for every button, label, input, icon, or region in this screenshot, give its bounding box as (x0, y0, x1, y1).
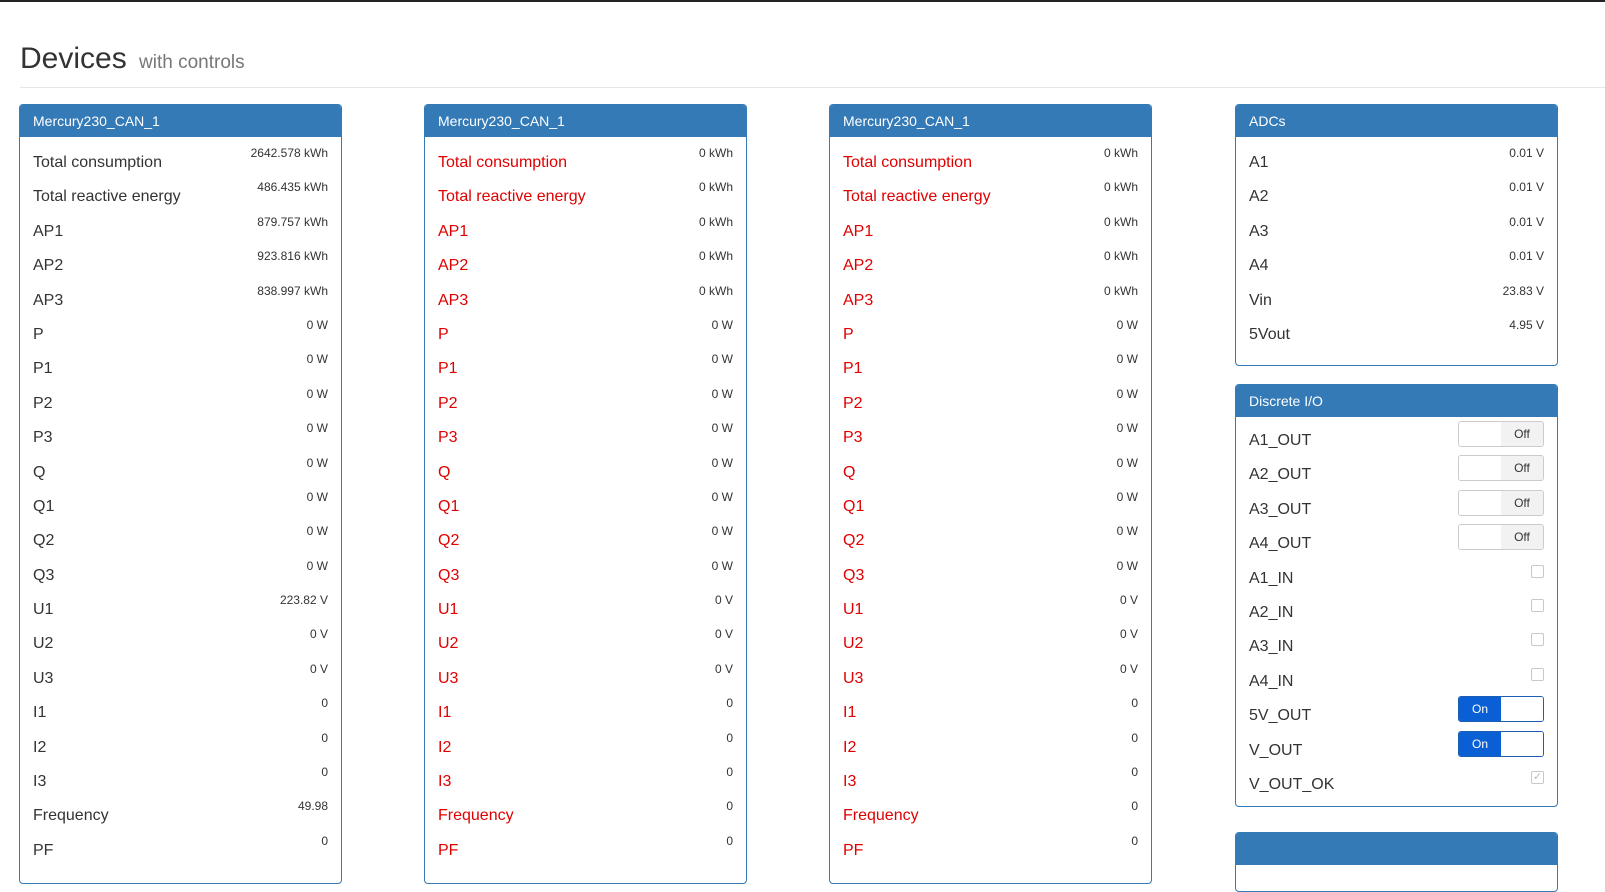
device-panel-1 (19, 104, 342, 884)
discrete-name: 5V_OUT (1249, 707, 1312, 725)
control-value: 0 kWh (698, 146, 733, 160)
control-value: 0 kWh (1103, 180, 1138, 195)
page-title (20, 42, 245, 76)
control-row (843, 590, 1138, 624)
control-value: 0 W (711, 317, 733, 332)
control-value: 0 W (711, 352, 733, 367)
control-row (843, 212, 1138, 246)
control-name: U1 (438, 601, 459, 619)
adc-name: 5Vout (1249, 325, 1290, 343)
control-name: I3 (33, 773, 47, 791)
toggle-knob (1500, 697, 1543, 721)
control-value: 0 W (306, 386, 328, 401)
adc-row (1249, 281, 1544, 315)
control-name: P (33, 325, 44, 343)
control-name: AP3 (843, 291, 874, 309)
control-value: 923.816 kWh (257, 249, 328, 264)
control-name: Frequency (843, 807, 919, 825)
toggle-state-label: Off (1501, 422, 1543, 446)
control-name: P (438, 325, 449, 343)
control-value: 0 V (1119, 661, 1138, 676)
control-value: 0 W (711, 489, 733, 504)
control-value: 49.98 (297, 799, 328, 814)
discrete-name: A3_IN (1249, 638, 1294, 656)
control-name: P2 (438, 394, 458, 412)
control-row (438, 831, 733, 865)
control-row (33, 281, 328, 315)
control-value: 0 W (1116, 489, 1138, 504)
control-name: Total consumption (438, 154, 567, 171)
control-name: Q1 (438, 497, 460, 515)
control-name: P3 (438, 429, 458, 447)
control-value: 0 (321, 765, 328, 780)
control-row (843, 487, 1138, 521)
adc-name: A4 (1249, 257, 1269, 275)
discrete-name: A2_IN (1249, 603, 1294, 621)
control-row (438, 487, 733, 521)
control-value: 0 kWh (698, 180, 733, 195)
control-row (843, 349, 1138, 383)
page-title-text: Devices (20, 42, 127, 75)
adc-name: A3 (1249, 222, 1269, 240)
discrete-name: A4_OUT (1249, 535, 1312, 553)
control-row (843, 453, 1138, 487)
control-row (843, 315, 1138, 349)
control-value: 0 V (309, 627, 328, 642)
control-value: 486.435 kWh (257, 180, 328, 195)
control-row (438, 315, 733, 349)
adc-name: A1 (1249, 154, 1269, 171)
adcs-panel-body (1236, 137, 1557, 349)
control-name: Q2 (438, 532, 460, 550)
control-name: I2 (843, 738, 857, 756)
adc-value: 0.01 V (1509, 249, 1544, 264)
control-name: AP1 (33, 222, 64, 240)
control-name: Total reactive energy (843, 188, 991, 206)
control-value: 0 (1131, 799, 1138, 814)
control-value: 0 W (1116, 386, 1138, 401)
discrete-name: A1_IN (1249, 569, 1294, 587)
control-value: 0 W (711, 421, 733, 436)
control-value: 0 (726, 696, 733, 711)
toggle-switch[interactable] (1458, 696, 1544, 722)
control-name: P2 (33, 394, 53, 412)
control-name: I3 (843, 773, 857, 791)
control-row (438, 624, 733, 658)
control-row (843, 796, 1138, 830)
control-row (438, 796, 733, 830)
control-name: Q1 (33, 497, 55, 515)
control-value: 0 W (306, 455, 328, 470)
toggle-knob (1500, 732, 1543, 756)
adc-name: A2 (1249, 188, 1269, 206)
control-row (843, 418, 1138, 452)
control-value: 879.757 kWh (257, 214, 328, 229)
control-name: AP1 (843, 222, 874, 240)
control-name: P3 (33, 429, 53, 447)
control-name: U2 (438, 635, 459, 653)
control-value: 0 (1131, 696, 1138, 711)
control-name: Q (33, 463, 46, 481)
discrete-row (1249, 765, 1544, 799)
control-name: I2 (438, 738, 452, 756)
discrete-name: A3_OUT (1249, 500, 1312, 518)
control-name: AP3 (438, 291, 469, 309)
control-value: 0 (321, 696, 328, 711)
control-row (843, 177, 1138, 211)
discrete-name: A1_OUT (1249, 432, 1312, 449)
discrete-io-panel (1235, 384, 1558, 807)
discrete-name: V_OUT_OK (1249, 775, 1335, 793)
control-value: 0 W (711, 455, 733, 470)
control-row (438, 453, 733, 487)
control-name: AP2 (438, 257, 469, 275)
page-header (20, 42, 245, 76)
control-row (438, 418, 733, 452)
device-panel-title: Mercury230_CAN_1 (830, 105, 1151, 137)
control-name: I1 (438, 704, 452, 722)
control-name: P1 (843, 360, 863, 378)
next-panel-heading (1236, 833, 1557, 865)
control-row (438, 177, 733, 211)
control-row (33, 659, 328, 693)
control-value: 0 W (1116, 421, 1138, 436)
control-value: 0 kWh (1103, 249, 1138, 264)
control-row (33, 177, 328, 211)
control-name: AP3 (33, 291, 64, 309)
adc-value: 23.83 V (1502, 283, 1544, 298)
control-row (843, 624, 1138, 658)
control-value: 0 kWh (1103, 146, 1138, 160)
control-value: 0 W (711, 524, 733, 539)
control-value: 0 V (714, 627, 733, 642)
control-row (843, 728, 1138, 762)
control-value: 0 W (711, 386, 733, 401)
control-row (438, 212, 733, 246)
control-name: PF (438, 841, 459, 859)
control-row (438, 693, 733, 727)
adc-row (1249, 246, 1544, 280)
control-value: 0 W (306, 489, 328, 504)
control-row (843, 831, 1138, 865)
control-row (438, 762, 733, 796)
discrete-io-panel-title: Discrete I/O (1236, 385, 1557, 417)
adcs-panel (1235, 104, 1558, 366)
control-row (33, 624, 328, 658)
control-value: 0 V (1119, 627, 1138, 642)
device-panel-2 (424, 104, 747, 884)
toggle-state-label: On (1459, 697, 1501, 721)
toggle-state-label: Off (1501, 456, 1543, 480)
control-row (33, 556, 328, 590)
checkbox[interactable] (1531, 633, 1544, 646)
discrete-name: A2_OUT (1249, 466, 1312, 484)
control-value: 0 (321, 833, 328, 848)
control-name: Frequency (33, 807, 109, 825)
control-row (438, 590, 733, 624)
control-value: 0 (321, 730, 328, 745)
control-row (33, 453, 328, 487)
control-row (438, 659, 733, 693)
adc-value: 0.01 V (1509, 214, 1544, 229)
control-name: PF (843, 841, 864, 859)
control-name: P (843, 325, 854, 343)
control-name: U1 (843, 601, 864, 619)
control-name: PF (33, 841, 54, 859)
control-row (33, 487, 328, 521)
adc-value: 0.01 V (1509, 180, 1544, 195)
toggle-switch[interactable] (1458, 731, 1544, 757)
device-panel-title: Mercury230_CAN_1 (425, 105, 746, 137)
control-row (438, 281, 733, 315)
adc-row (1249, 143, 1544, 177)
control-row (33, 521, 328, 555)
control-name: P3 (843, 429, 863, 447)
control-value: 0 (726, 765, 733, 780)
discrete-row (1249, 627, 1544, 661)
control-row (843, 246, 1138, 280)
control-row (843, 521, 1138, 555)
adc-row (1249, 315, 1544, 349)
control-value: 0 kWh (698, 214, 733, 229)
discrete-row (1249, 731, 1544, 765)
control-value: 0 kWh (698, 249, 733, 264)
control-value: 0 W (306, 524, 328, 539)
control-row (33, 246, 328, 280)
discrete-row (1249, 421, 1544, 455)
control-name: Total consumption (843, 154, 972, 171)
control-row (33, 143, 328, 177)
control-row (843, 659, 1138, 693)
control-row (843, 281, 1138, 315)
toggle-knob (1459, 525, 1502, 549)
control-name: U3 (33, 669, 54, 687)
discrete-name: V_OUT (1249, 741, 1303, 759)
header-divider (20, 87, 1605, 88)
control-name: Total reactive energy (33, 188, 181, 206)
control-value: 2642.578 kWh (250, 146, 328, 160)
control-row (843, 693, 1138, 727)
control-value: 0 kWh (1103, 214, 1138, 229)
checkbox[interactable] (1531, 565, 1544, 578)
checkbox[interactable]: ✓ (1532, 770, 1543, 783)
control-value: 0 W (306, 558, 328, 573)
toggle-state-label: Off (1501, 491, 1543, 515)
control-name: AP1 (438, 222, 469, 240)
control-value: 0 W (306, 421, 328, 436)
toggle-state-label: On (1459, 732, 1501, 756)
adcs-panel-title: ADCs (1236, 105, 1557, 137)
control-value: 0 (1131, 765, 1138, 780)
control-value: 0 V (714, 661, 733, 676)
control-value: 0 V (1119, 593, 1138, 608)
control-row (33, 384, 328, 418)
control-name: Total reactive energy (438, 188, 586, 206)
discrete-name: A4_IN (1249, 672, 1294, 690)
control-row (33, 349, 328, 383)
control-row (33, 590, 328, 624)
control-name: Q2 (843, 532, 865, 550)
toggle-switch[interactable] (1458, 490, 1544, 516)
control-row (843, 384, 1138, 418)
control-row (33, 315, 328, 349)
control-name: U2 (33, 635, 54, 653)
toggle-knob (1459, 491, 1502, 515)
control-row (438, 349, 733, 383)
control-row (438, 521, 733, 555)
control-row (843, 556, 1138, 590)
control-name: Q1 (843, 497, 865, 515)
control-row (438, 384, 733, 418)
discrete-row (1249, 662, 1544, 696)
discrete-io-panel-body (1236, 417, 1557, 799)
control-value: 0 (1131, 730, 1138, 745)
control-name: I1 (843, 704, 857, 722)
control-value: 0 W (306, 352, 328, 367)
device-panel-title: Mercury230_CAN_1 (20, 105, 341, 137)
control-value: 0 V (309, 661, 328, 676)
control-value: 838.997 kWh (257, 283, 328, 298)
discrete-row (1249, 696, 1544, 730)
control-name: P1 (438, 360, 458, 378)
control-name: Q (843, 463, 856, 481)
control-value: 0 (726, 799, 733, 814)
control-value: 0 W (711, 558, 733, 573)
control-row (33, 212, 328, 246)
control-name: I3 (438, 773, 452, 791)
adc-value: 0.01 V (1509, 146, 1544, 160)
device-panel-body (20, 137, 341, 865)
toggle-knob (1459, 456, 1502, 480)
control-row (33, 831, 328, 865)
device-panel-body (830, 137, 1151, 865)
control-row (33, 693, 328, 727)
control-value: 223.82 V (279, 593, 328, 608)
control-name: Q3 (33, 566, 55, 584)
control-row (33, 728, 328, 762)
control-value: 0 W (1116, 455, 1138, 470)
toggle-state-label: Off (1501, 525, 1543, 549)
control-value: 0 kWh (1103, 283, 1138, 298)
discrete-row (1249, 559, 1544, 593)
device-panel-3 (829, 104, 1152, 884)
control-value: 0 V (714, 593, 733, 608)
next-panel (1235, 832, 1558, 892)
control-name: U3 (843, 669, 864, 687)
discrete-row (1249, 455, 1544, 489)
control-name: U1 (33, 601, 54, 619)
page-subtitle: with controls (139, 52, 245, 73)
control-name: Q3 (843, 566, 865, 584)
control-value: 0 (726, 730, 733, 745)
control-row (438, 246, 733, 280)
control-name: P1 (33, 360, 53, 378)
checkbox[interactable] (1531, 668, 1544, 681)
control-row (438, 143, 733, 177)
top-border (0, 0, 1605, 2)
control-value: 0 kWh (698, 283, 733, 298)
adc-name: Vin (1249, 291, 1272, 309)
control-name: AP2 (843, 257, 874, 275)
control-name: U2 (843, 635, 864, 653)
control-value: 0 W (1116, 558, 1138, 573)
discrete-row (1249, 593, 1544, 627)
control-name: U3 (438, 669, 459, 687)
control-name: AP2 (33, 257, 64, 275)
control-value: 0 (726, 833, 733, 848)
control-name: Q3 (438, 566, 460, 584)
adc-value: 4.95 V (1509, 317, 1544, 332)
adc-row (1249, 212, 1544, 246)
control-name: I1 (33, 704, 47, 722)
toggle-knob (1459, 422, 1502, 446)
discrete-row (1249, 490, 1544, 524)
control-name: I2 (33, 738, 47, 756)
toggle-switch[interactable] (1458, 524, 1544, 550)
control-row (33, 762, 328, 796)
adc-row (1249, 177, 1544, 211)
control-value: 0 W (306, 317, 328, 332)
toggle-switch[interactable] (1458, 421, 1544, 447)
discrete-row (1249, 524, 1544, 558)
control-row (843, 143, 1138, 177)
control-name: P2 (843, 394, 863, 412)
control-value: 0 W (1116, 352, 1138, 367)
control-name: Q (438, 463, 451, 481)
checkbox[interactable] (1531, 599, 1544, 612)
control-row (438, 728, 733, 762)
control-row (843, 762, 1138, 796)
control-row (33, 418, 328, 452)
device-panel-body (425, 137, 746, 865)
control-value: 0 W (1116, 524, 1138, 539)
control-name: Q2 (33, 532, 55, 550)
control-name: Frequency (438, 807, 514, 825)
toggle-switch[interactable] (1458, 455, 1544, 481)
control-value: 0 W (1116, 317, 1138, 332)
control-row (33, 796, 328, 830)
control-name: Total consumption (33, 154, 162, 171)
control-value: 0 (1131, 833, 1138, 848)
control-row (438, 556, 733, 590)
